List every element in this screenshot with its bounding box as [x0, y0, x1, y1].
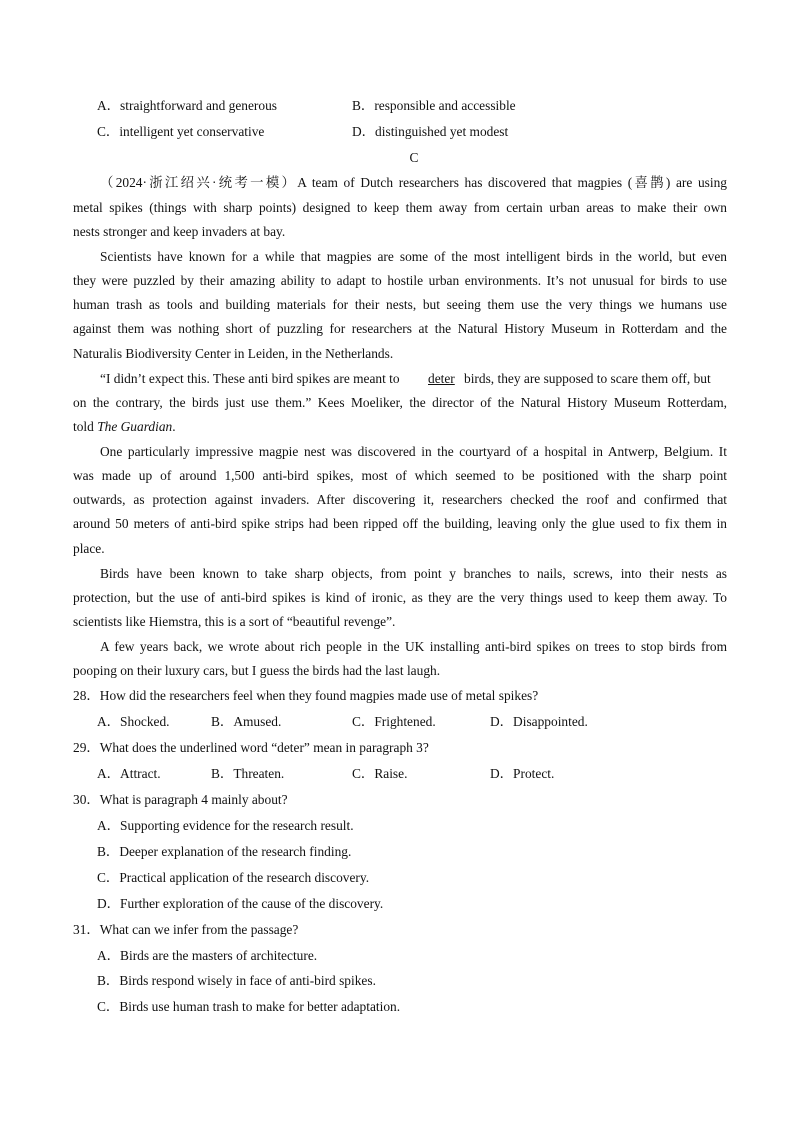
- passage-p4-line3: outwards, as protection against invaders. After discovering it, researchers checked the roof and confirmed that: [73, 492, 727, 507]
- q28-option-c: C．Frightened.: [352, 714, 436, 729]
- question-30-stem: 30．What is paragraph 4 mainly about?: [73, 792, 288, 807]
- q28-option-a: A．Shocked.: [97, 714, 170, 729]
- passage-p6-line1: A few years back, we wrote about rich people in the UK installing anti-bird spikes on trees to stop birds from: [100, 639, 727, 654]
- question-28-stem: 28．How did the researchers feel when they found magpies made use of metal spikes?: [73, 688, 539, 703]
- underlined-word-deter: deter: [428, 371, 455, 386]
- passage-p2-line3: human trash as tools and building materials for their nests, but seeing them use the very things we humans use: [73, 297, 727, 312]
- passage-p1-line3: nests stronger and keep invaders at bay.: [73, 224, 286, 239]
- passage-p1-line2: metal spikes (things with sharp points) designed to keep them away from certain urban areas to make their own: [73, 200, 727, 215]
- option-b: B．responsible and accessible: [352, 98, 516, 113]
- option-c: C．intelligent yet conservative: [97, 124, 265, 139]
- passage-p4-line4: around 50 meters of anti-bird spike strips had been ripped off the building, leaving only the glue used to fix them in: [73, 516, 727, 531]
- q28-option-d: D．Disappointed.: [490, 714, 588, 729]
- q29-option-a: A．Attract.: [97, 766, 161, 781]
- passage-p5-line1: Birds have been known to take sharp objects, from point y branches to nails, screws, into their nests as: [100, 566, 727, 581]
- passage-p4-line5: place.: [73, 541, 105, 556]
- passage-p2-line2: they were puzzled by their amazing ability to adapt to hostile urban environments. It’s not unusual for birds to use: [73, 273, 727, 288]
- passage-p3-line3: [73, 418, 176, 436]
- q28-option-b: B．Amused.: [211, 714, 282, 729]
- source-the-guardian: The Guardian: [97, 419, 173, 434]
- option-d: D．distinguished yet modest: [352, 124, 509, 139]
- q29-option-b: B．Threaten.: [211, 766, 285, 781]
- q30-option-b: B．Deeper explanation of the research finding.: [97, 844, 352, 859]
- q30-option-a: A．Supporting evidence for the research result.: [97, 818, 354, 833]
- passage-p2-line1: Scientists have known for a while that magpies are some of the most intelligent birds in the world, but even: [100, 249, 727, 264]
- passage-p3-line1a: “I didn’t expect this. These anti bird spikes are meant to: [100, 371, 400, 386]
- passage-p3-told: told: [73, 419, 94, 434]
- q29-option-d: D．Protect.: [490, 766, 555, 781]
- passage-p4-line1: One particularly impressive magpie nest was discovered in the courtyard of a hospital in Antwerp, Belgium. It: [100, 444, 727, 459]
- passage-p5-line2: protection, but the use of anti-bird spikes is kind of ironic, as they are the very things used to keep them away. To: [73, 590, 727, 605]
- question-29-stem: 29．What does the underlined word “deter” mean in paragraph 3?: [73, 740, 429, 755]
- q29-option-c: C．Raise.: [352, 766, 408, 781]
- passage-p3-line2: on the contrary, the birds just use them.” Kees Moeliker, the director of the Natural History Museum Rotterdam,: [73, 395, 727, 410]
- q31-option-a: A．Birds are the masters of architecture.: [97, 948, 318, 963]
- passage-p3-period: .: [172, 419, 176, 434]
- q30-option-c: C．Practical application of the research discovery.: [97, 870, 370, 885]
- q31-option-c: C．Birds use human trash to make for better adaptation.: [97, 999, 401, 1014]
- q31-option-b: B．Birds respond wisely in face of anti-bird spikes.: [97, 973, 376, 988]
- passage-p5-line3: scientists like Hiemstra, this is a sort of “beautiful revenge”.: [73, 614, 396, 629]
- option-a: A．straightforward and generous: [97, 98, 277, 113]
- question-31-stem: 31．What can we infer from the passage?: [73, 922, 299, 937]
- passage-p6-line2: pooping on their luxury cars, but I guess the birds had the last laugh.: [73, 663, 441, 678]
- passage-p2-line4: against them was nothing short of puzzling for researchers at the Natural History Museum in Rotterdam and the: [73, 321, 727, 336]
- section-label: C: [409, 150, 419, 165]
- passage-p2-line5: Naturalis Biodiversity Center in Leiden, in the Netherlands.: [73, 346, 394, 361]
- passage-p4-line2: was made up of around 1,500 anti-bird spikes, most of which seemed to be positioned with the sharp point: [73, 468, 727, 483]
- q30-option-d: D．Further exploration of the cause of the discovery.: [97, 896, 384, 911]
- passage-p3-line1b: birds, they are supposed to scare them off, but: [464, 371, 711, 386]
- passage-p1-line1: （2024·浙江绍兴·统考一模）A team of Dutch researchers has discovered that magpies (喜鹊) are using: [100, 175, 727, 190]
